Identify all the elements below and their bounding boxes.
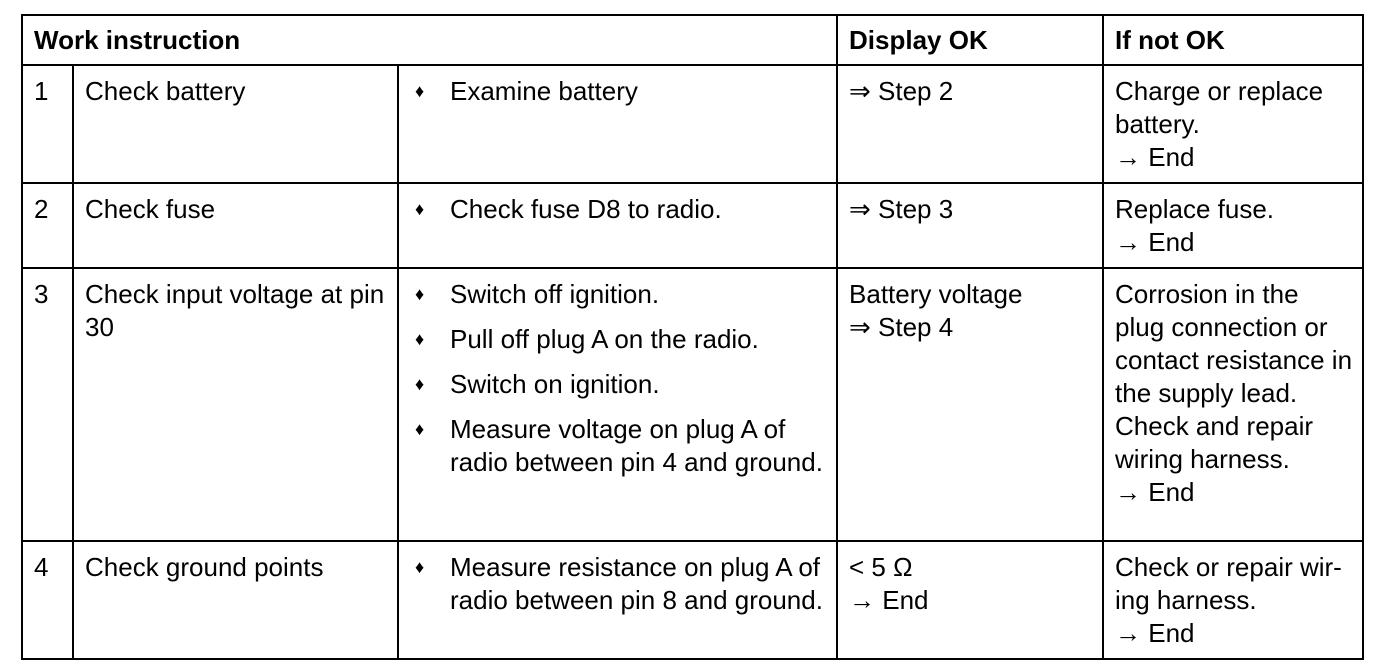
if-not-ok-cell bbox=[1103, 183, 1363, 268]
if-not-ok-text: Replace fuse. bbox=[1115, 194, 1274, 224]
if-not-ok-end: → End bbox=[1115, 142, 1195, 172]
instruction-item bbox=[410, 323, 826, 356]
instruction-text: Measure resistance on plug A of radio between pin 8 and ground. bbox=[450, 552, 823, 615]
if-not-ok-text: Corrosion in the plug connection or contact resistance in the supply lead. Check and repair wiring harness. bbox=[1115, 279, 1353, 474]
display-ok-text: ⇒ Step 2 bbox=[849, 76, 954, 106]
display-ok-next: ⇒ Step 4 bbox=[849, 312, 954, 342]
instruction-text: Check fuse D8 to radio. bbox=[450, 194, 722, 224]
instruction-item bbox=[410, 413, 826, 479]
table-row bbox=[22, 65, 1363, 183]
display-ok-cell bbox=[837, 65, 1103, 183]
diamond-bullet-icon: ♦ bbox=[415, 374, 425, 394]
check-label: Check ground points bbox=[73, 541, 398, 659]
table-row bbox=[22, 541, 1363, 659]
step-number: 2 bbox=[22, 183, 73, 268]
instruction-cell bbox=[398, 268, 837, 541]
if-not-ok-end: → End bbox=[1115, 227, 1195, 257]
step-number: 1 bbox=[22, 65, 73, 183]
if-not-ok-text: Charge or replace battery. bbox=[1115, 76, 1324, 139]
instruction-item bbox=[410, 368, 826, 401]
instruction-cell bbox=[398, 65, 837, 183]
diamond-bullet-icon: ♦ bbox=[415, 329, 425, 349]
instruction-text: Switch off ignition. bbox=[450, 279, 660, 309]
instruction-item bbox=[410, 551, 826, 617]
instruction-item bbox=[410, 193, 826, 226]
step-number: 3 bbox=[22, 268, 73, 541]
display-ok-cell bbox=[837, 268, 1103, 541]
display-ok-cell bbox=[837, 541, 1103, 659]
instruction-item bbox=[410, 75, 826, 108]
check-label: Check battery bbox=[73, 65, 398, 183]
if-not-ok-end: → End bbox=[1115, 477, 1195, 507]
if-not-ok-cell bbox=[1103, 268, 1363, 541]
header-if-not-ok: If not OK bbox=[1103, 15, 1363, 65]
check-label: Check fuse bbox=[73, 183, 398, 268]
display-ok-text: < 5 Ω bbox=[849, 552, 913, 582]
diamond-bullet-icon: ♦ bbox=[415, 81, 425, 101]
display-ok-next: → End bbox=[849, 585, 929, 615]
if-not-ok-end: → End bbox=[1115, 618, 1195, 648]
table-row bbox=[22, 268, 1363, 541]
diamond-bullet-icon: ♦ bbox=[415, 284, 425, 304]
diamond-bullet-icon: ♦ bbox=[415, 419, 425, 439]
instruction-text: Switch on ignition. bbox=[450, 369, 660, 399]
instruction-cell bbox=[398, 183, 837, 268]
header-row bbox=[22, 15, 1363, 65]
if-not-ok-cell bbox=[1103, 541, 1363, 659]
if-not-ok-text: Check or repair wir-ing harness. bbox=[1115, 552, 1342, 615]
diamond-bullet-icon: ♦ bbox=[415, 199, 425, 219]
check-label: Check input voltage at pin 30 bbox=[73, 268, 398, 541]
header-display-ok: Display OK bbox=[837, 15, 1103, 65]
display-ok-cell bbox=[837, 183, 1103, 268]
instruction-text: Pull off plug A on the radio. bbox=[450, 324, 759, 354]
instruction-cell bbox=[398, 541, 837, 659]
display-ok-text: ⇒ Step 3 bbox=[849, 194, 954, 224]
instruction-text: Examine battery bbox=[450, 76, 638, 106]
diamond-bullet-icon: ♦ bbox=[415, 557, 425, 577]
instruction-text: Measure voltage on plug A of radio between pin 4 and ground. bbox=[450, 414, 823, 477]
header-work-instruction: Work instruction bbox=[22, 15, 837, 65]
work-instruction-table bbox=[21, 14, 1364, 660]
table-row bbox=[22, 183, 1363, 268]
instruction-item bbox=[410, 278, 826, 311]
if-not-ok-cell bbox=[1103, 65, 1363, 183]
display-ok-text: Battery voltage bbox=[849, 279, 1023, 309]
step-number: 4 bbox=[22, 541, 73, 659]
